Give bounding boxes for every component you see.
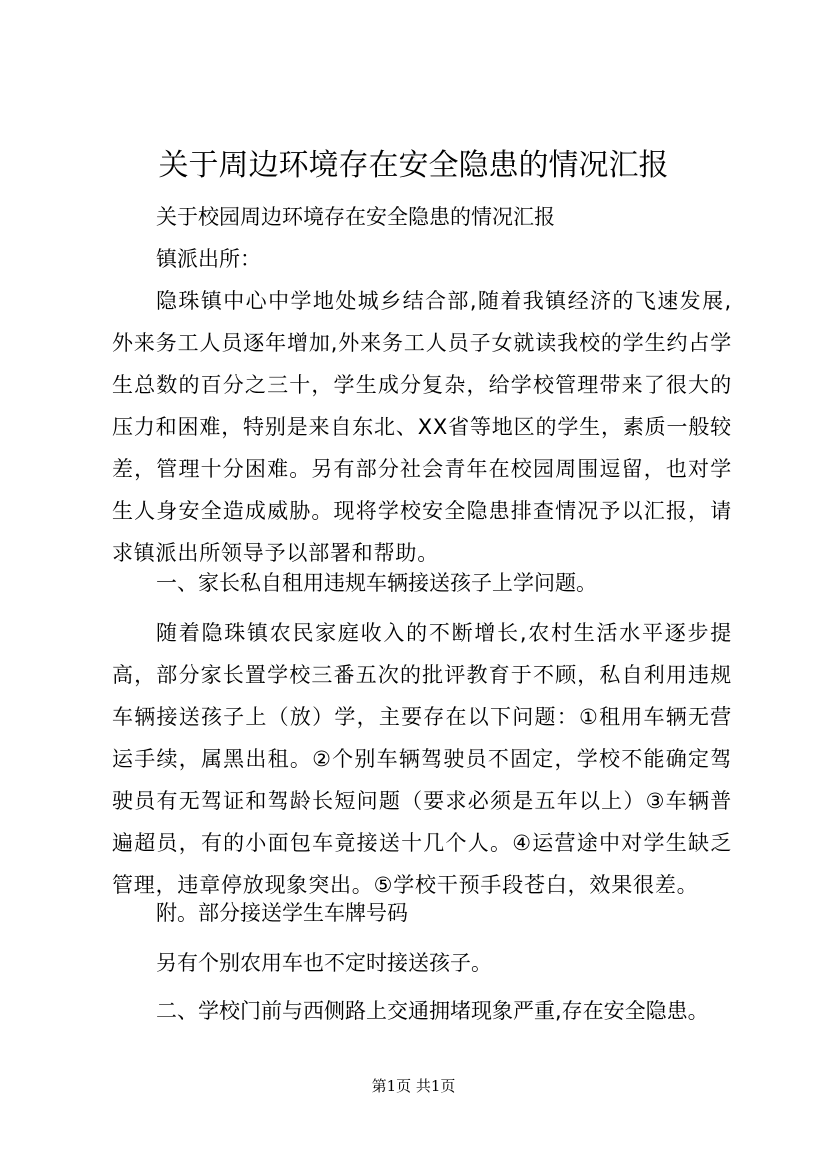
note-farm-vehicles: 另有个别农用车也不定时接送孩子。 — [156, 951, 492, 975]
page-number: 第1页 共1页 — [371, 1077, 456, 1095]
section-heading-2: 二、学校门前与西侧路上交通拥堵现象严重,存在安全隐患。 — [156, 999, 709, 1023]
paragraph-intro: 隐珠镇中心中学地处城乡结合部,随着我镇经济的飞速发展,外来务工人员逐年增加,外来务工人员子女就读我校的学生约占学生总数的百分之三十，学生成分复杂，给学校管理带来了很大的压力和困难，特别是来自东北、XX省等地区的学生，素质一般较差，管理十分困难。另有部分社会青年在校园周围逗留，也对学生人身安全造成威胁。现将学校安全隐患排查情况予以汇报，请求镇派出所领导予以部署和帮助。 — [112, 289, 732, 565]
document-subtitle: 关于校园周边环境存在安全隐患的情况汇报 — [156, 205, 555, 229]
document-title: 关于周边环境存在安全隐患的情况汇报 — [158, 148, 669, 183]
salutation: 镇派出所： — [156, 247, 261, 271]
section-heading-1: 一、家长私自租用违规车辆接送孩子上学问题。 — [156, 571, 597, 595]
paragraph-vehicles: 随着隐珠镇农民家庭收入的不断增长,农村生活水平逐步提高，部分家长置学校三番五次的批评教育于不顾，私自利用违规车辆接送孩子上（放）学，主要存在以下问题：①租用车辆无营运手续，属黑出租。②个别车辆驾驶员不固定，学校不能确定驾驶员有无驾证和驾龄长短问题（要求必须是五年以上）③车辆普遍超员，有的小面包车竟接送十几个人。④运营途中对学生缺乏管理，违章停放现象突出。⑤学校干预手段苍白，效果很差。 — [112, 621, 732, 897]
note-license-plates: 附。部分接送学生车牌号码 — [156, 901, 408, 925]
